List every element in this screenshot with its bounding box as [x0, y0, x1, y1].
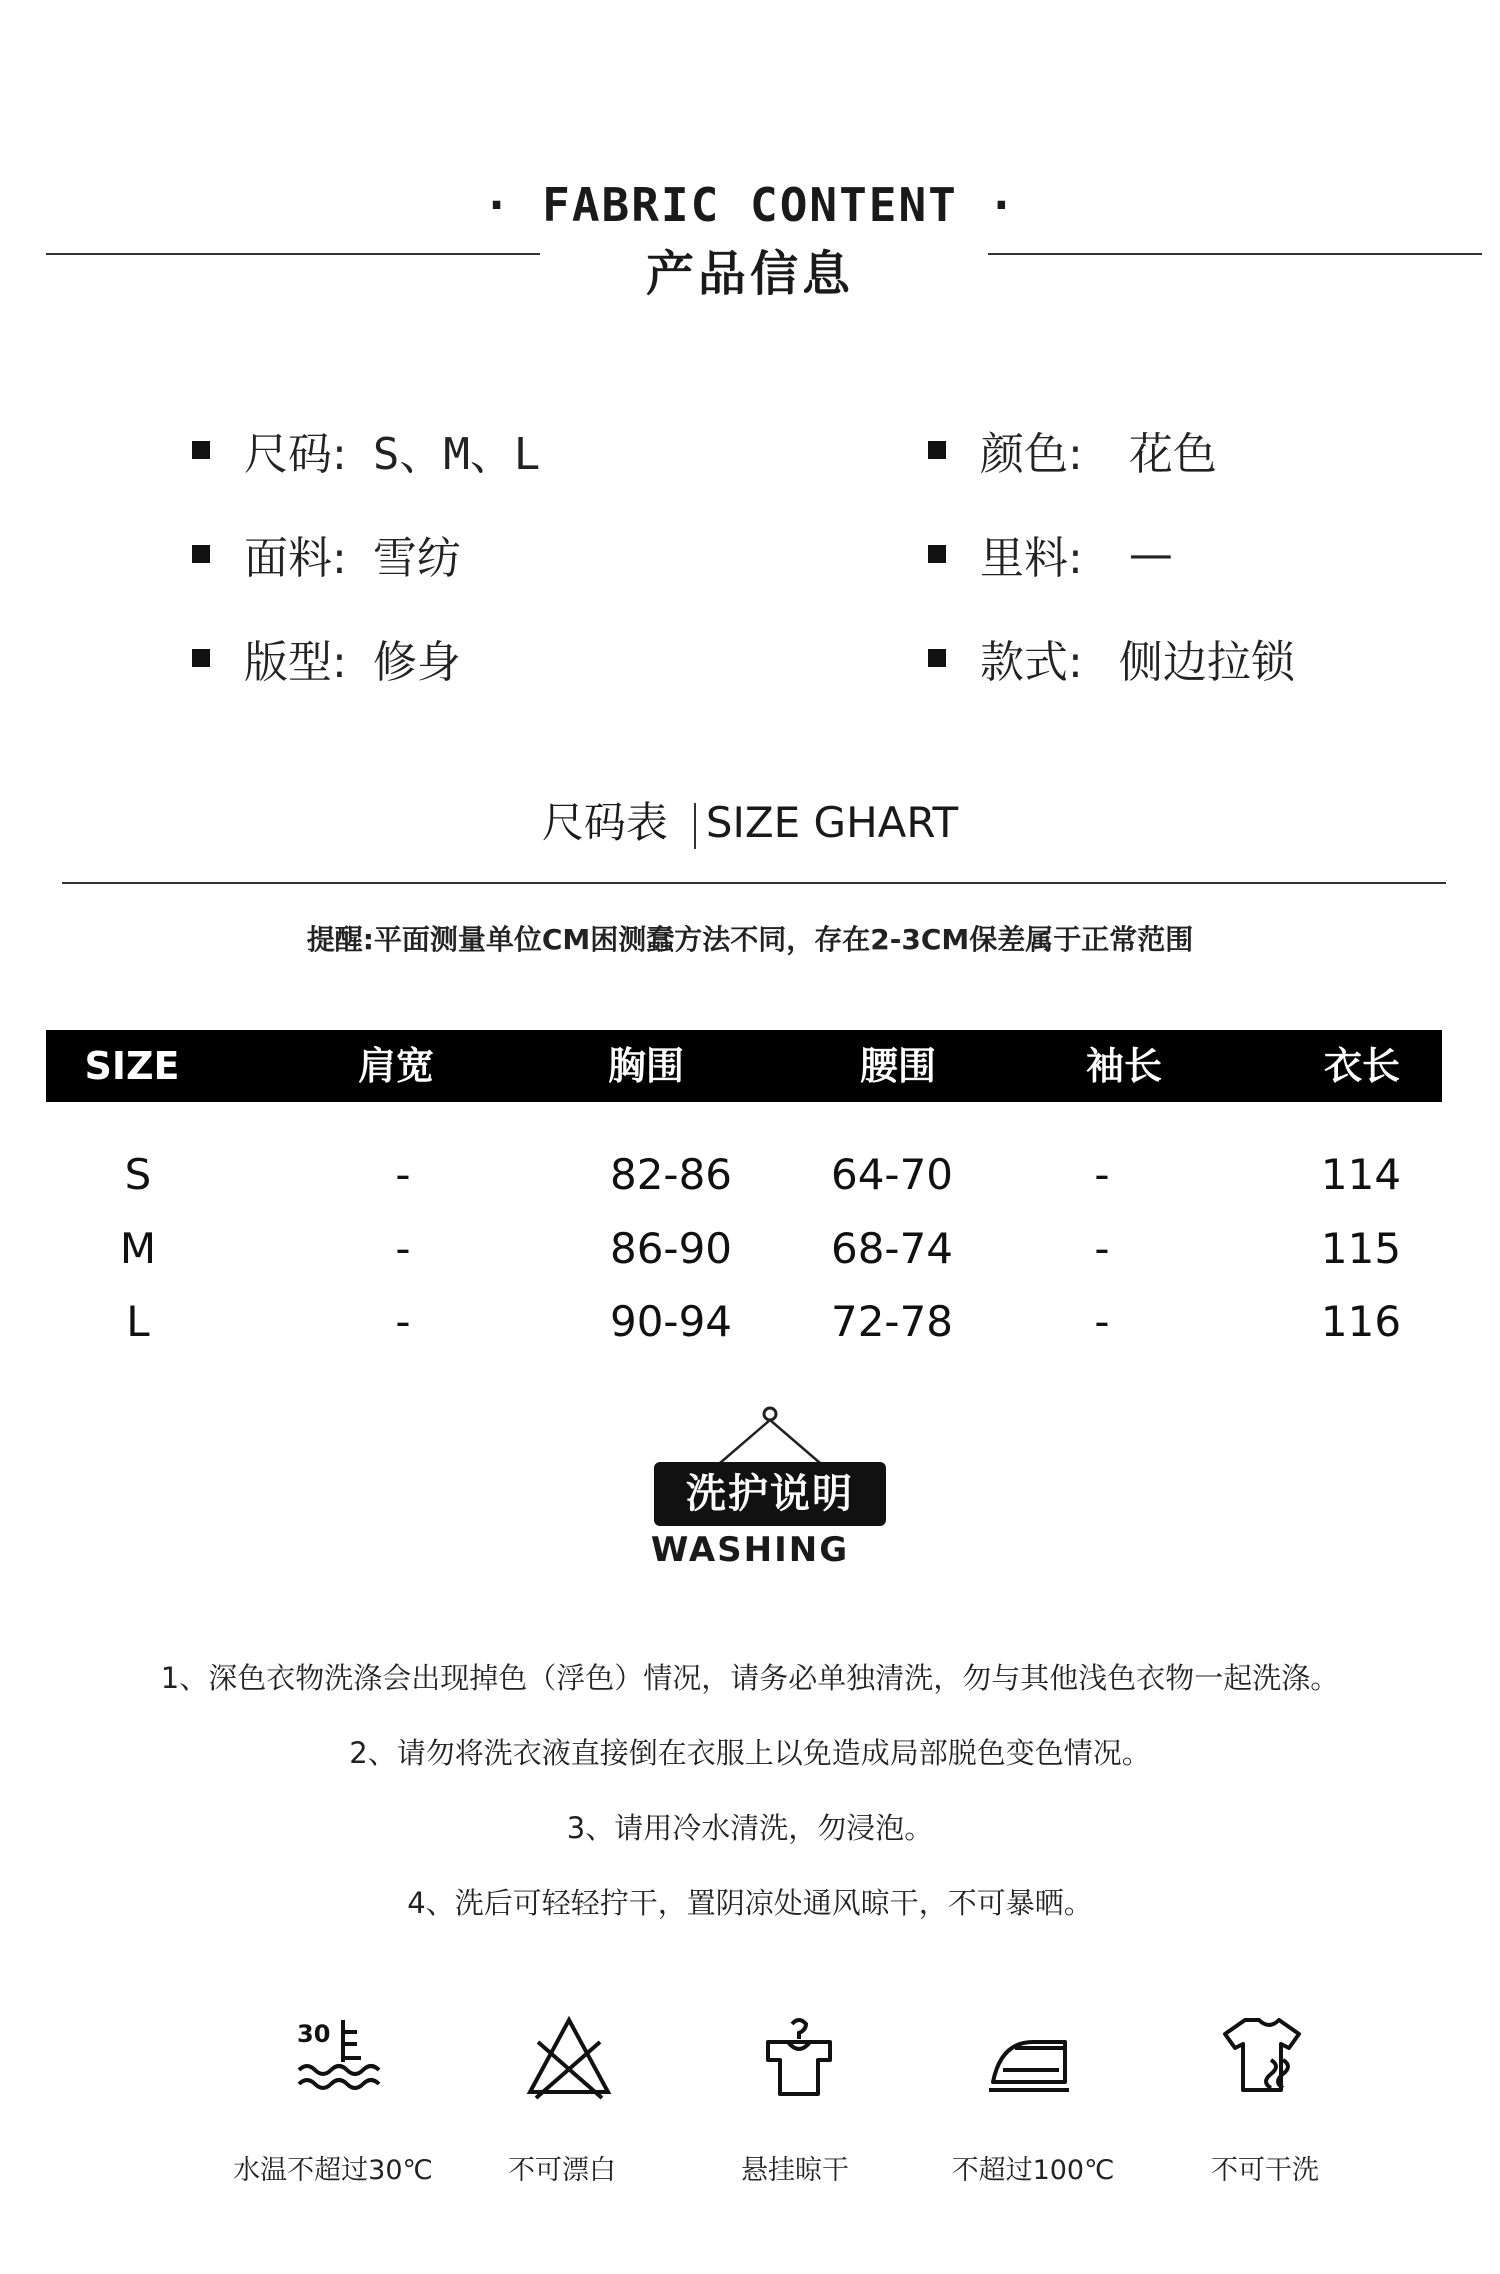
- col-header-sleeve: 袖长: [1085, 1044, 1163, 1088]
- care-line: 2、请勿将洗衣液直接倒在衣服上以免造成局部脱色变色情况。: [349, 1736, 1151, 1770]
- bullet-square: [928, 441, 946, 459]
- cell-size: S: [124, 1150, 152, 1199]
- cell-shoulder: -: [395, 1224, 411, 1273]
- info-lining: [928, 522, 1173, 586]
- size-chart-title-cn: 尺码表: [541, 798, 668, 847]
- col-header-waist: 腰围: [859, 1044, 937, 1088]
- title-separator: [694, 803, 696, 849]
- header-title-cn: 产品信息: [645, 246, 854, 302]
- info-fit: [192, 626, 461, 690]
- icon-label-iron: 不超过100℃: [951, 2155, 1115, 2186]
- size-table-header: [46, 1030, 1442, 1102]
- icon-label-no-dry-clean: 不可干洗: [1211, 2155, 1319, 2186]
- info-fabric: [192, 522, 461, 586]
- info-fit-label: 版型:: [244, 637, 347, 688]
- no-bleach-icon: [524, 2012, 614, 2102]
- info-color-value: 花色: [1128, 429, 1217, 480]
- cell-waist: 72-78: [830, 1297, 954, 1346]
- wash-temp-text: 30: [297, 2020, 331, 2048]
- info-fit-value: 修身: [372, 637, 461, 688]
- info-size: [192, 418, 540, 482]
- hang-dry-icon: [754, 2012, 844, 2102]
- size-chart-title-en: SIZE GHART: [705, 798, 959, 847]
- info-style-label: 款式:: [980, 637, 1083, 688]
- cell-shoulder: -: [395, 1297, 411, 1346]
- info-style: [928, 626, 1295, 690]
- info-lining-label: 里料:: [980, 533, 1083, 584]
- info-size-label: 尺码:: [244, 429, 347, 480]
- cell-size: M: [119, 1224, 157, 1273]
- info-color: [928, 418, 1217, 482]
- measurement-note: 提醒:平面测量单位CM困测蠢方法不同，存在2-3CM保差属于正常范围: [306, 923, 1194, 956]
- info-size-value: S、M、L: [372, 429, 541, 480]
- info-style-value: 侧边拉锁: [1118, 637, 1295, 688]
- cell-bust: 90-94: [609, 1297, 733, 1346]
- hanger-hook-icon: [716, 1405, 826, 1465]
- care-line: 4、洗后可轻轻拧干，置阴凉处通风晾干，不可暴晒。: [407, 1886, 1093, 1920]
- iron-icon: [985, 2012, 1075, 2102]
- cell-sleeve: -: [1094, 1297, 1110, 1346]
- cell-sleeve: -: [1094, 1224, 1110, 1273]
- cell-shoulder: -: [395, 1150, 411, 1199]
- col-header-size: SIZE: [84, 1044, 180, 1088]
- care-line: 3、请用冷水清洗，勿浸泡。: [566, 1811, 934, 1845]
- bullet-square: [192, 545, 210, 563]
- info-color-label: 颜色:: [980, 429, 1083, 480]
- bullet-square: [192, 441, 210, 459]
- info-lining-value: —: [1128, 528, 1173, 580]
- cell-length: 116: [1320, 1297, 1402, 1346]
- cell-sleeve: -: [1094, 1150, 1110, 1199]
- col-header-bust: 胸围: [607, 1044, 685, 1088]
- table-row: [0, 1150, 1500, 1210]
- icon-label-hang-dry: 悬挂晾干: [741, 2155, 849, 2186]
- cell-bust: 82-86: [609, 1150, 733, 1199]
- bullet-square: [928, 649, 946, 667]
- icon-label-no-bleach: 不可漂白: [508, 2155, 616, 2186]
- cell-bust: 86-90: [609, 1224, 733, 1273]
- cell-size: L: [126, 1297, 150, 1346]
- col-header-length: 衣长: [1323, 1044, 1401, 1088]
- table-row: [0, 1224, 1500, 1284]
- col-header-shoulder: 肩宽: [357, 1044, 435, 1088]
- header-title-en: · FABRIC CONTENT ·: [482, 178, 1018, 232]
- wash-30-icon: [291, 2012, 381, 2102]
- care-line: 1、深色衣物洗涤会出现掉色（浮色）情况，请务必单独清洗，勿与其他浅色衣物一起洗涤。: [160, 1661, 1340, 1695]
- info-fabric-label: 面料:: [244, 533, 347, 584]
- cell-length: 114: [1320, 1150, 1402, 1199]
- washing-badge: 洗护说明: [654, 1462, 886, 1526]
- table-row: [0, 1297, 1500, 1357]
- bullet-square: [928, 545, 946, 563]
- cell-length: 115: [1320, 1224, 1402, 1273]
- cell-waist: 68-74: [830, 1224, 954, 1273]
- info-fabric-value: 雪纺: [372, 533, 461, 584]
- cell-waist: 64-70: [830, 1150, 954, 1199]
- icon-label-wash: 水温不超过30℃: [233, 2155, 433, 2186]
- washing-badge-en: WASHING: [650, 1530, 850, 1570]
- bullet-square: [192, 649, 210, 667]
- size-chart-divider: [62, 882, 1446, 884]
- no-dry-clean-icon: [1217, 2012, 1307, 2102]
- size-chart-title: [0, 790, 1500, 850]
